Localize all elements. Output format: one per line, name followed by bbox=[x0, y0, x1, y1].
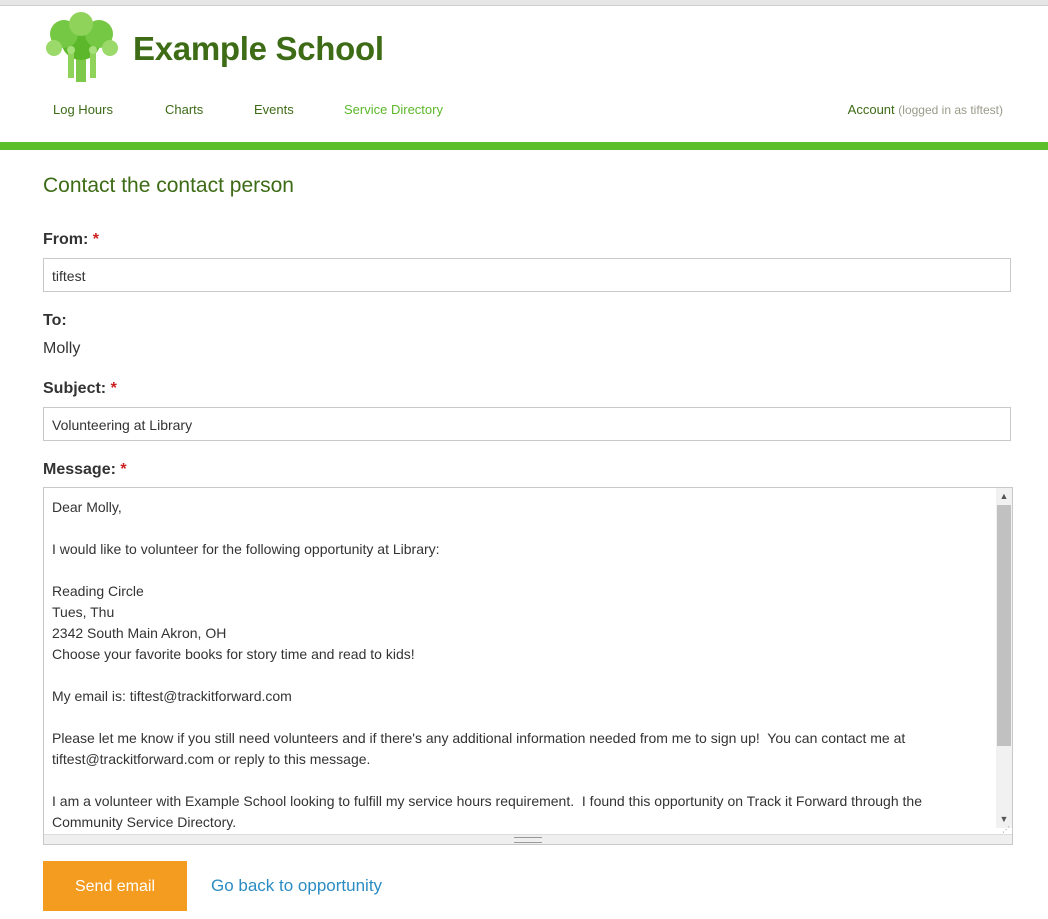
send-email-button[interactable]: Send email bbox=[43, 861, 187, 911]
message-scrollbar[interactable] bbox=[996, 488, 1012, 828]
message-text[interactable]: Dear Molly, I would like to volunteer for the following opportunity at Library: Reading Circle Tues, Thu 2342 South Main Akron, OH Choose your favorite books for story time and read to kids! My email is: tiftest@trackitforward.com Please let me know if you still need volunteers and if there's any additional information needed from me to sign up! You can contact me at tiftest@trackitforward.com or reply to this message. I am a volunteer with Example School looking to fulfill my service hours requirement. I found this opportunity on Track it Forward through the Community Service Directory. bbox=[52, 499, 922, 830]
subject-field[interactable]: Volunteering at Library bbox=[43, 407, 1011, 441]
logged-in-status: (logged in as tiftest) bbox=[898, 103, 1003, 117]
back-to-opportunity-link[interactable]: Go back to opportunity bbox=[211, 876, 383, 895]
required-marker: * bbox=[120, 461, 127, 478]
scroll-down-arrow-icon[interactable]: ▼ bbox=[999, 814, 1009, 824]
top-border bbox=[0, 0, 1048, 6]
tree-people-logo-icon bbox=[44, 12, 122, 82]
from-field[interactable]: tiftest bbox=[43, 258, 1011, 292]
textarea-resize-bar[interactable] bbox=[44, 834, 1012, 844]
to-label: To: bbox=[43, 312, 67, 329]
message-textarea[interactable] bbox=[43, 487, 1013, 845]
message-label: Message: * bbox=[43, 461, 127, 478]
nav-log-hours[interactable]: Log Hours bbox=[53, 102, 113, 117]
nav-events[interactable]: Events bbox=[254, 102, 294, 117]
school-logo[interactable] bbox=[44, 12, 122, 82]
required-marker: * bbox=[110, 380, 117, 397]
to-value: Molly bbox=[43, 340, 81, 357]
required-marker: * bbox=[92, 231, 100, 248]
nav-charts[interactable]: Charts bbox=[165, 102, 204, 117]
scroll-up-arrow-icon[interactable]: ▲ bbox=[999, 491, 1009, 501]
account-label[interactable]: Account bbox=[847, 102, 895, 117]
nav-service-directory[interactable]: Service Directory bbox=[344, 102, 443, 117]
subject-label: Subject: * bbox=[43, 380, 117, 397]
scrollbar-thumb[interactable] bbox=[997, 505, 1011, 746]
drag-handle-icon bbox=[514, 837, 542, 843]
school-name[interactable]: Example School bbox=[133, 30, 384, 67]
header-divider bbox=[0, 142, 1048, 150]
resize-grip-icon[interactable]: ⋰ bbox=[1002, 825, 1010, 834]
from-label: From: * bbox=[43, 231, 100, 248]
account-menu[interactable] bbox=[848, 102, 1003, 117]
page-title: Contact the contact person bbox=[43, 174, 294, 197]
